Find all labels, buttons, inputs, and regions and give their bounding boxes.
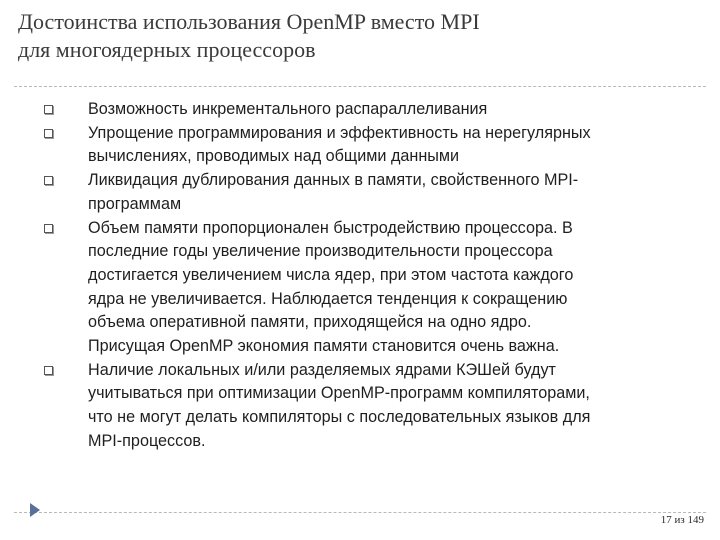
bullet-text-line: что не могут делать компиляторы с последовательных языков для xyxy=(88,408,591,427)
square-bullet-icon xyxy=(44,176,53,185)
bullet-text-line: объема оперативной памяти, приходящейся на одно ядро. xyxy=(88,313,532,332)
bullet-text-line: MPI-процессов. xyxy=(88,431,206,450)
bullet-text-line: Ликвидация дублирования данных в памяти, свойственного MPI- xyxy=(88,171,579,190)
slide-title-line: для многоядерных процессоров xyxy=(18,37,316,62)
bullet-text-line: Возможность инкрементального распараллеливания xyxy=(88,100,488,118)
bullet-text-line: последние годы увеличение производительности процессора xyxy=(88,242,553,261)
bullet-item-incremental xyxy=(44,98,684,122)
square-bullet-icon xyxy=(44,105,53,114)
bullet-text-line: программам xyxy=(88,194,182,213)
slide-title xyxy=(18,8,708,64)
title-divider xyxy=(14,86,706,87)
square-bullet-icon xyxy=(44,129,53,138)
bullet-text-line: Присущая OpenMP экономия памяти становится очень важна. xyxy=(88,337,560,356)
footer-divider xyxy=(14,512,706,513)
bullet-text-line: достигается увеличением числа ядер, при этом частота каждого xyxy=(88,265,574,284)
slide-title-line: Достоинства использования OpenMP вместо MPI xyxy=(18,9,480,34)
square-bullet-icon xyxy=(44,366,53,375)
page-number: 17 из 149 xyxy=(660,514,704,526)
bullet-text-line: учитываться при оптимизации OpenMP-программ компиляторами, xyxy=(88,384,590,403)
bullet-item-memory xyxy=(44,217,684,359)
square-bullet-icon xyxy=(44,224,53,233)
bullet-text-line: ядра не увеличивается. Наблюдается тенденция к сокращению xyxy=(88,289,568,308)
bullet-list xyxy=(44,98,684,454)
bullet-item-simplification xyxy=(44,122,684,169)
triangle-right-icon[interactable] xyxy=(30,503,40,517)
bullet-text-line: Объем памяти пропорционален быстродействию процессора. В xyxy=(88,218,573,237)
bullet-text-line: Упрощение программирования и эффективность на нерегулярных xyxy=(88,123,591,142)
bullet-text-line: Наличие локальных и/или разделяемых ядрами КЭШей будут xyxy=(88,360,556,379)
bullet-text-line: вычислениях, проводимых над общими данными xyxy=(88,147,460,166)
bullet-item-caches xyxy=(44,359,684,454)
bullet-item-no-duplication xyxy=(44,169,684,216)
